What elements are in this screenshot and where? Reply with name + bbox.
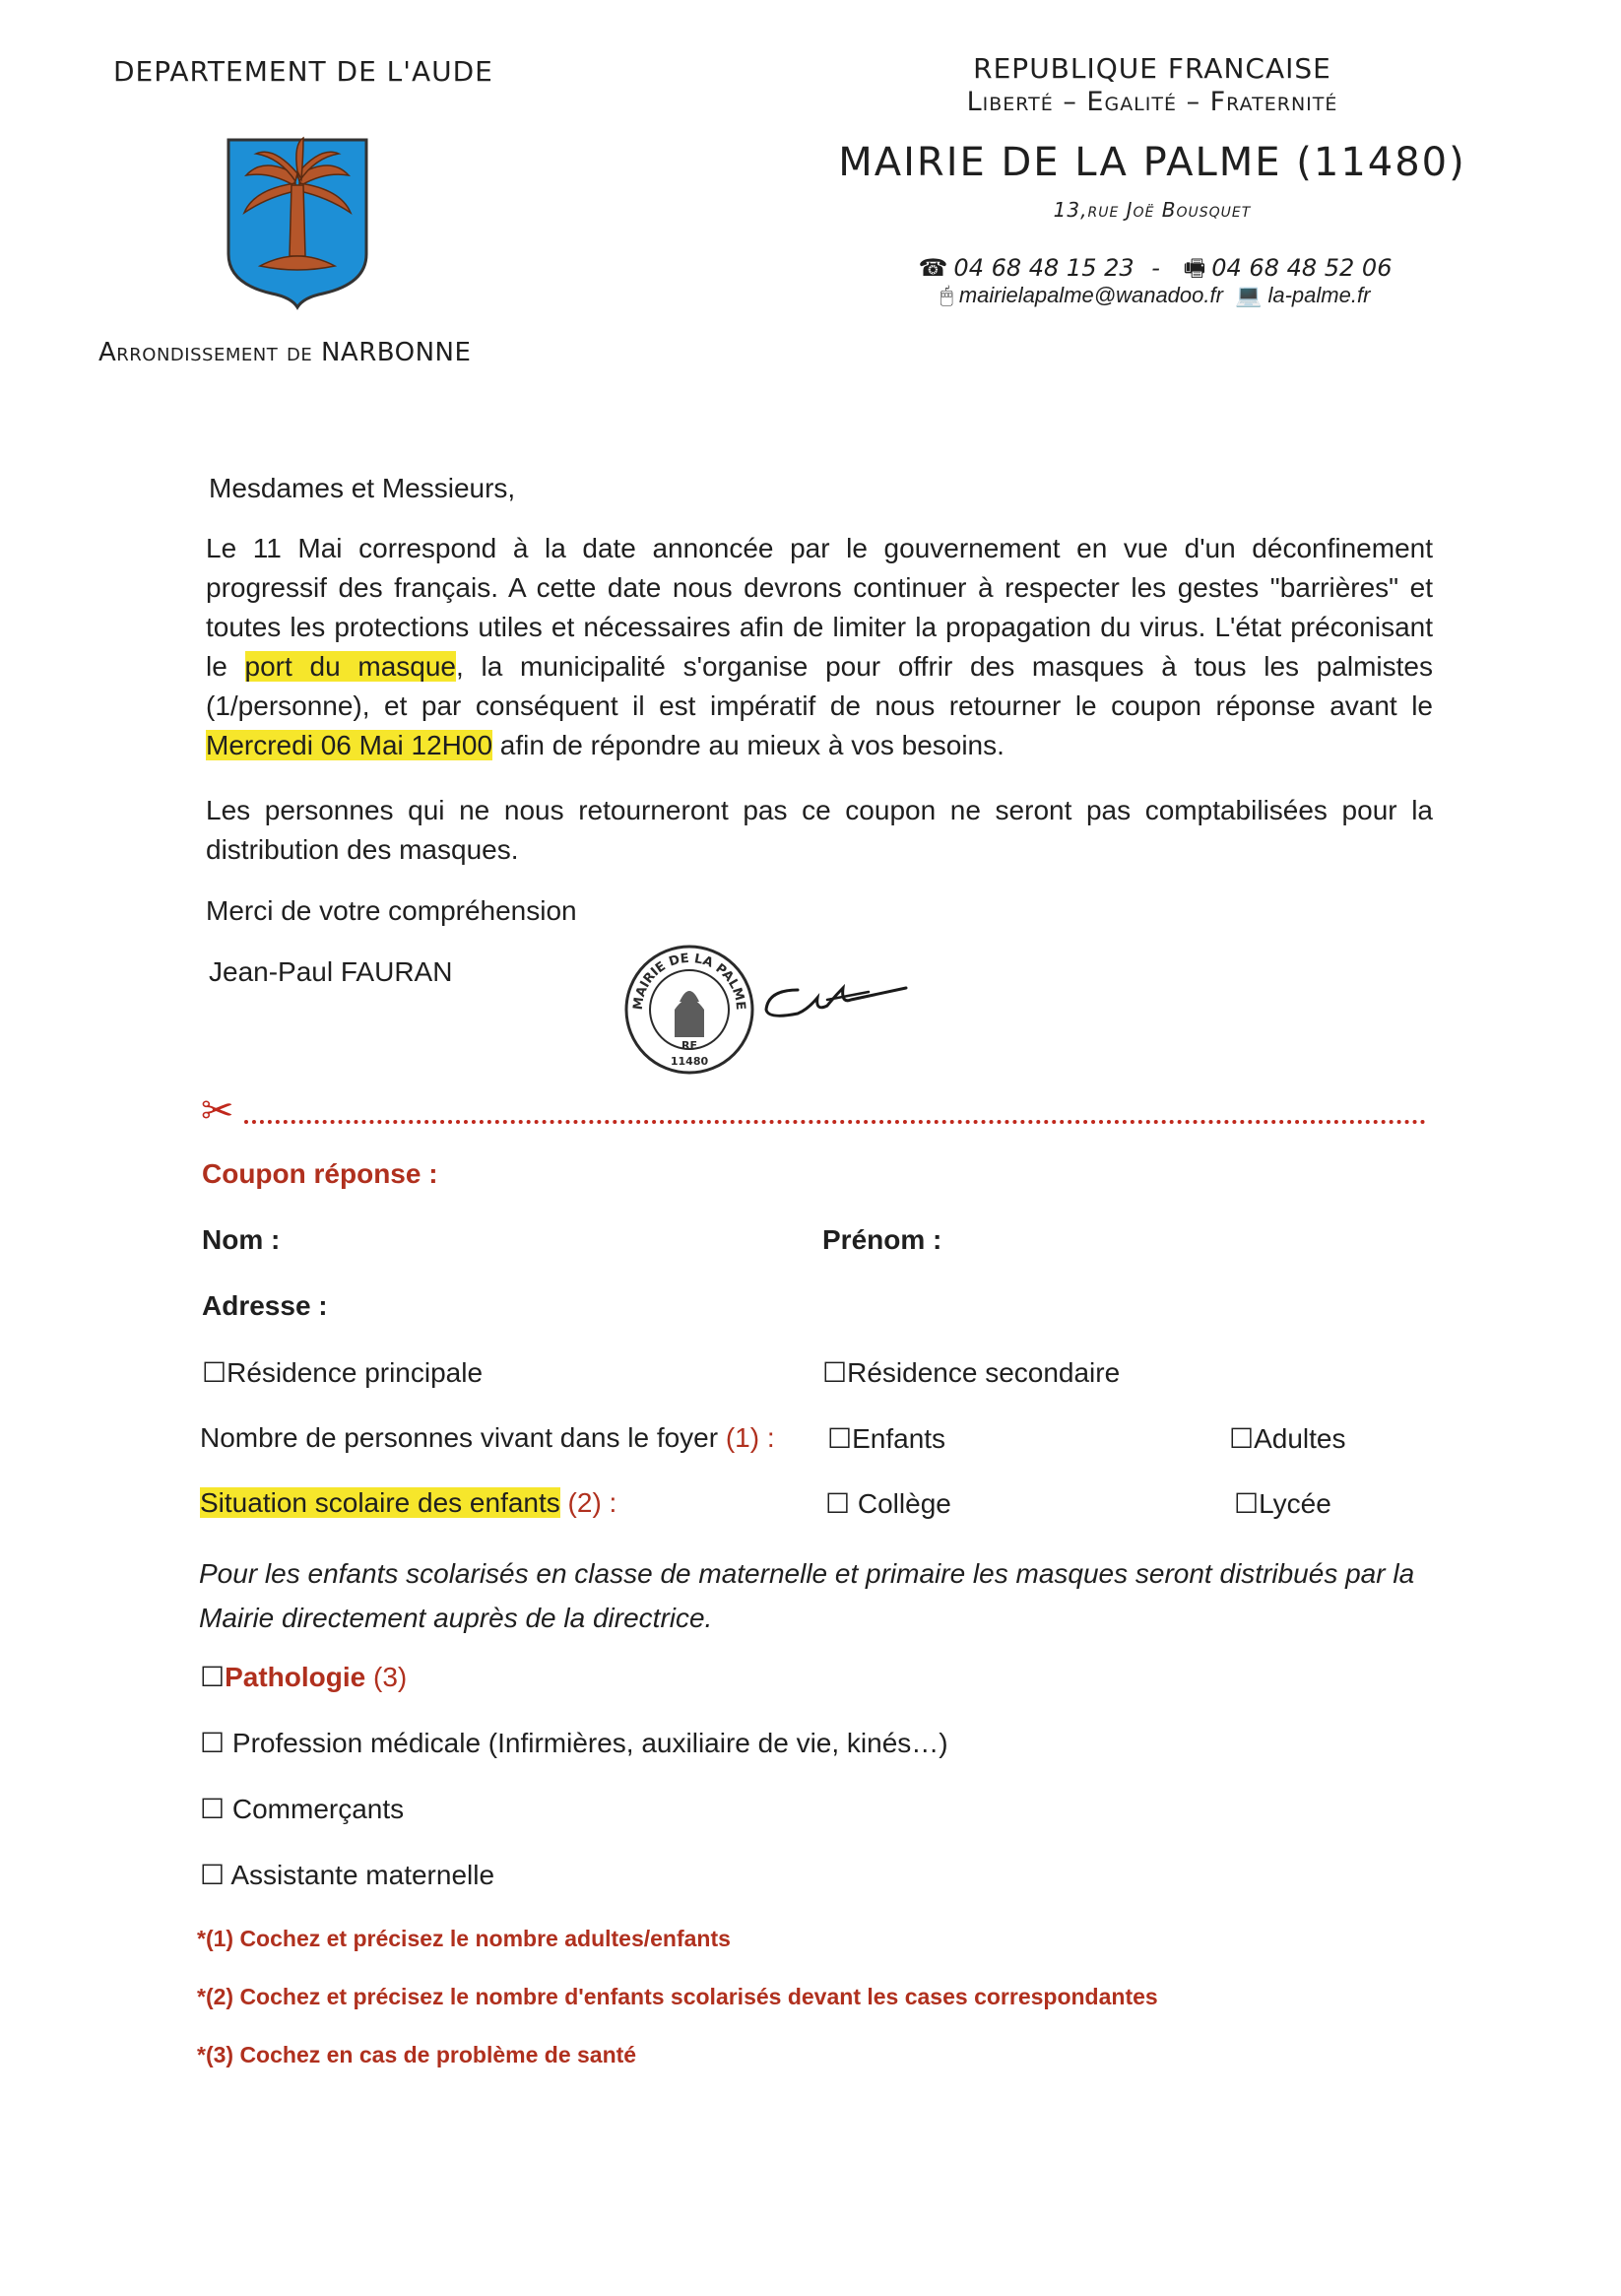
commercants-option[interactable] xyxy=(200,1793,404,1825)
paragraph-main-part3: afin de répondre au mieux à vos besoins. xyxy=(492,730,1005,760)
residence-principale-option[interactable] xyxy=(202,1356,483,1389)
pathologie-option[interactable] xyxy=(200,1661,407,1693)
college-checkbox[interactable]: ☐ xyxy=(825,1488,851,1519)
fax-icon: 🖷 xyxy=(1183,254,1206,282)
scissors-icon: ✂ xyxy=(201,1088,234,1134)
footnote-1: *(1) Cochez et précisez le nombre adultes/enfants xyxy=(197,1926,731,1951)
thanks-line: Merci de votre compréhension xyxy=(206,895,577,926)
pathologie-ref: (3) xyxy=(365,1662,408,1692)
stamp-top-text: MAIRIE DE LA PALME xyxy=(630,951,748,1012)
lycee-checkbox[interactable]: ☐ xyxy=(1234,1488,1260,1519)
household-count-ref: (1) : xyxy=(725,1422,775,1453)
stamp-rf-text: RF xyxy=(681,1039,697,1052)
residence-secondaire-option[interactable] xyxy=(822,1356,1120,1389)
footnote-3: *(3) Cochez en cas de problème de santé xyxy=(197,2042,637,2067)
website-link[interactable]: la-palme.fr xyxy=(1267,283,1371,307)
republic-devise: Liberté – Egalité – Fraternité xyxy=(966,87,1338,117)
fax-number: 04 68 48 52 06 xyxy=(1211,254,1393,282)
nom-field-label: Nom : xyxy=(202,1224,281,1255)
contact-separator: - xyxy=(1151,254,1160,282)
stamp-postcode-text: 11480 xyxy=(670,1055,709,1068)
handwritten-signature xyxy=(758,970,936,1029)
profession-medicale-checkbox[interactable]: ☐ xyxy=(200,1728,226,1758)
enfants-label: Enfants xyxy=(852,1423,946,1454)
pathologie-label: Pathologie xyxy=(225,1662,366,1692)
residence-secondaire-checkbox[interactable]: ☐ xyxy=(822,1357,848,1388)
computer-icon: 💻 xyxy=(1235,283,1263,307)
residence-principale-checkbox[interactable]: ☐ xyxy=(202,1357,227,1388)
highlight-port-du-masque: port du masque xyxy=(244,651,456,682)
email-link[interactable]: mairielapalme@wanadoo.fr xyxy=(958,283,1223,307)
school-situation-ref: (2) : xyxy=(559,1487,617,1518)
mouse-icon: 🖱 xyxy=(940,283,953,307)
paragraph-main-part1: Le 11 Mai correspond à la date annoncée par le gouvernement en vue d'un déconfinement progressif des français. A cette date nous devrons continuer à respecter les gestes "barrières" et toutes les protections utiles et nécessaires afin de limiter la propagation du virus. L'état préconisant le xyxy=(206,533,1433,682)
college-option[interactable] xyxy=(825,1487,951,1520)
pathologie-checkbox[interactable]: ☐ xyxy=(200,1662,226,1692)
coupon-title: Coupon réponse : xyxy=(202,1158,438,1189)
adultes-option[interactable] xyxy=(1229,1422,1346,1455)
lycee-option[interactable] xyxy=(1234,1487,1331,1520)
household-count-label xyxy=(200,1422,775,1454)
coat-of-arms-icon xyxy=(225,136,370,311)
prenom-field-label: Prénom : xyxy=(822,1224,942,1255)
paragraph-main xyxy=(206,529,1433,765)
department-name: DEPARTEMENT DE L'AUDE xyxy=(113,55,493,88)
highlight-deadline: Mercredi 06 Mai 12H00 xyxy=(206,730,493,760)
arrondissement: Arrondissement de NARBONNE xyxy=(98,338,472,367)
household-count-text: Nombre de personnes vivant dans le foyer xyxy=(200,1422,726,1453)
school-situation-label xyxy=(200,1487,616,1519)
greeting: Mesdames et Messieurs, xyxy=(209,473,516,503)
mairie-address: 13,rue Joë Bousquet xyxy=(1053,198,1252,222)
phone-icon: ☎ xyxy=(918,254,948,282)
paragraph-main-part2: , la municipalité s'organise pour offrir des masques à tous les palmistes (1/personne), et par conséquent il est impératif de nous retourner le coupon réponse avant le xyxy=(206,651,1433,721)
residence-secondaire-label: Résidence secondaire xyxy=(847,1357,1121,1388)
assistante-maternelle-option[interactable] xyxy=(200,1859,494,1891)
signatory-name: Jean-Paul FAURAN xyxy=(209,956,453,987)
profession-medicale-option[interactable] xyxy=(200,1727,948,1759)
mairie-title: MAIRIE DE LA PALME (11480) xyxy=(838,140,1466,185)
enfants-checkbox[interactable]: ☐ xyxy=(827,1423,853,1454)
assistante-maternelle-label: Assistante maternelle xyxy=(225,1860,495,1890)
maternelle-note: Pour les enfants scolarisés en classe de maternelle et primaire les masques seront distribués par la Mairie directement auprès de la directrice. xyxy=(199,1558,1415,1633)
lycee-label: Lycée xyxy=(1259,1488,1331,1519)
school-situation-text: Situation scolaire des enfants xyxy=(200,1487,560,1518)
commercants-checkbox[interactable]: ☐ xyxy=(200,1794,226,1824)
assistante-maternelle-checkbox[interactable]: ☐ xyxy=(200,1860,226,1890)
adresse-field-label: Adresse : xyxy=(202,1290,328,1321)
mairie-stamp-icon xyxy=(620,941,758,1079)
adultes-label: Adultes xyxy=(1254,1423,1346,1454)
residence-principale-label: Résidence principale xyxy=(227,1357,484,1388)
footnote-2: *(2) Cochez et précisez le nombre d'enfants scolarisés devant les cases correspondantes xyxy=(197,1984,1158,2009)
cut-line xyxy=(244,1120,1426,1124)
enfants-option[interactable] xyxy=(827,1422,945,1455)
adultes-checkbox[interactable]: ☐ xyxy=(1229,1423,1255,1454)
contact-web xyxy=(847,283,1458,308)
college-label: Collège xyxy=(850,1488,951,1519)
republic-title: REPUBLIQUE FRANCAISE xyxy=(973,52,1331,85)
commercants-label: Commerçants xyxy=(225,1794,405,1824)
paragraph-warning: Les personnes qui ne nous retourneront pas ce coupon ne seront pas comptabilisées pour la distribution des masques. xyxy=(206,795,1433,865)
profession-medicale-label: Profession médicale (Infirmières, auxiliaire de vie, kinés…) xyxy=(225,1728,948,1758)
phone-number: 04 68 48 15 23 xyxy=(953,254,1135,282)
